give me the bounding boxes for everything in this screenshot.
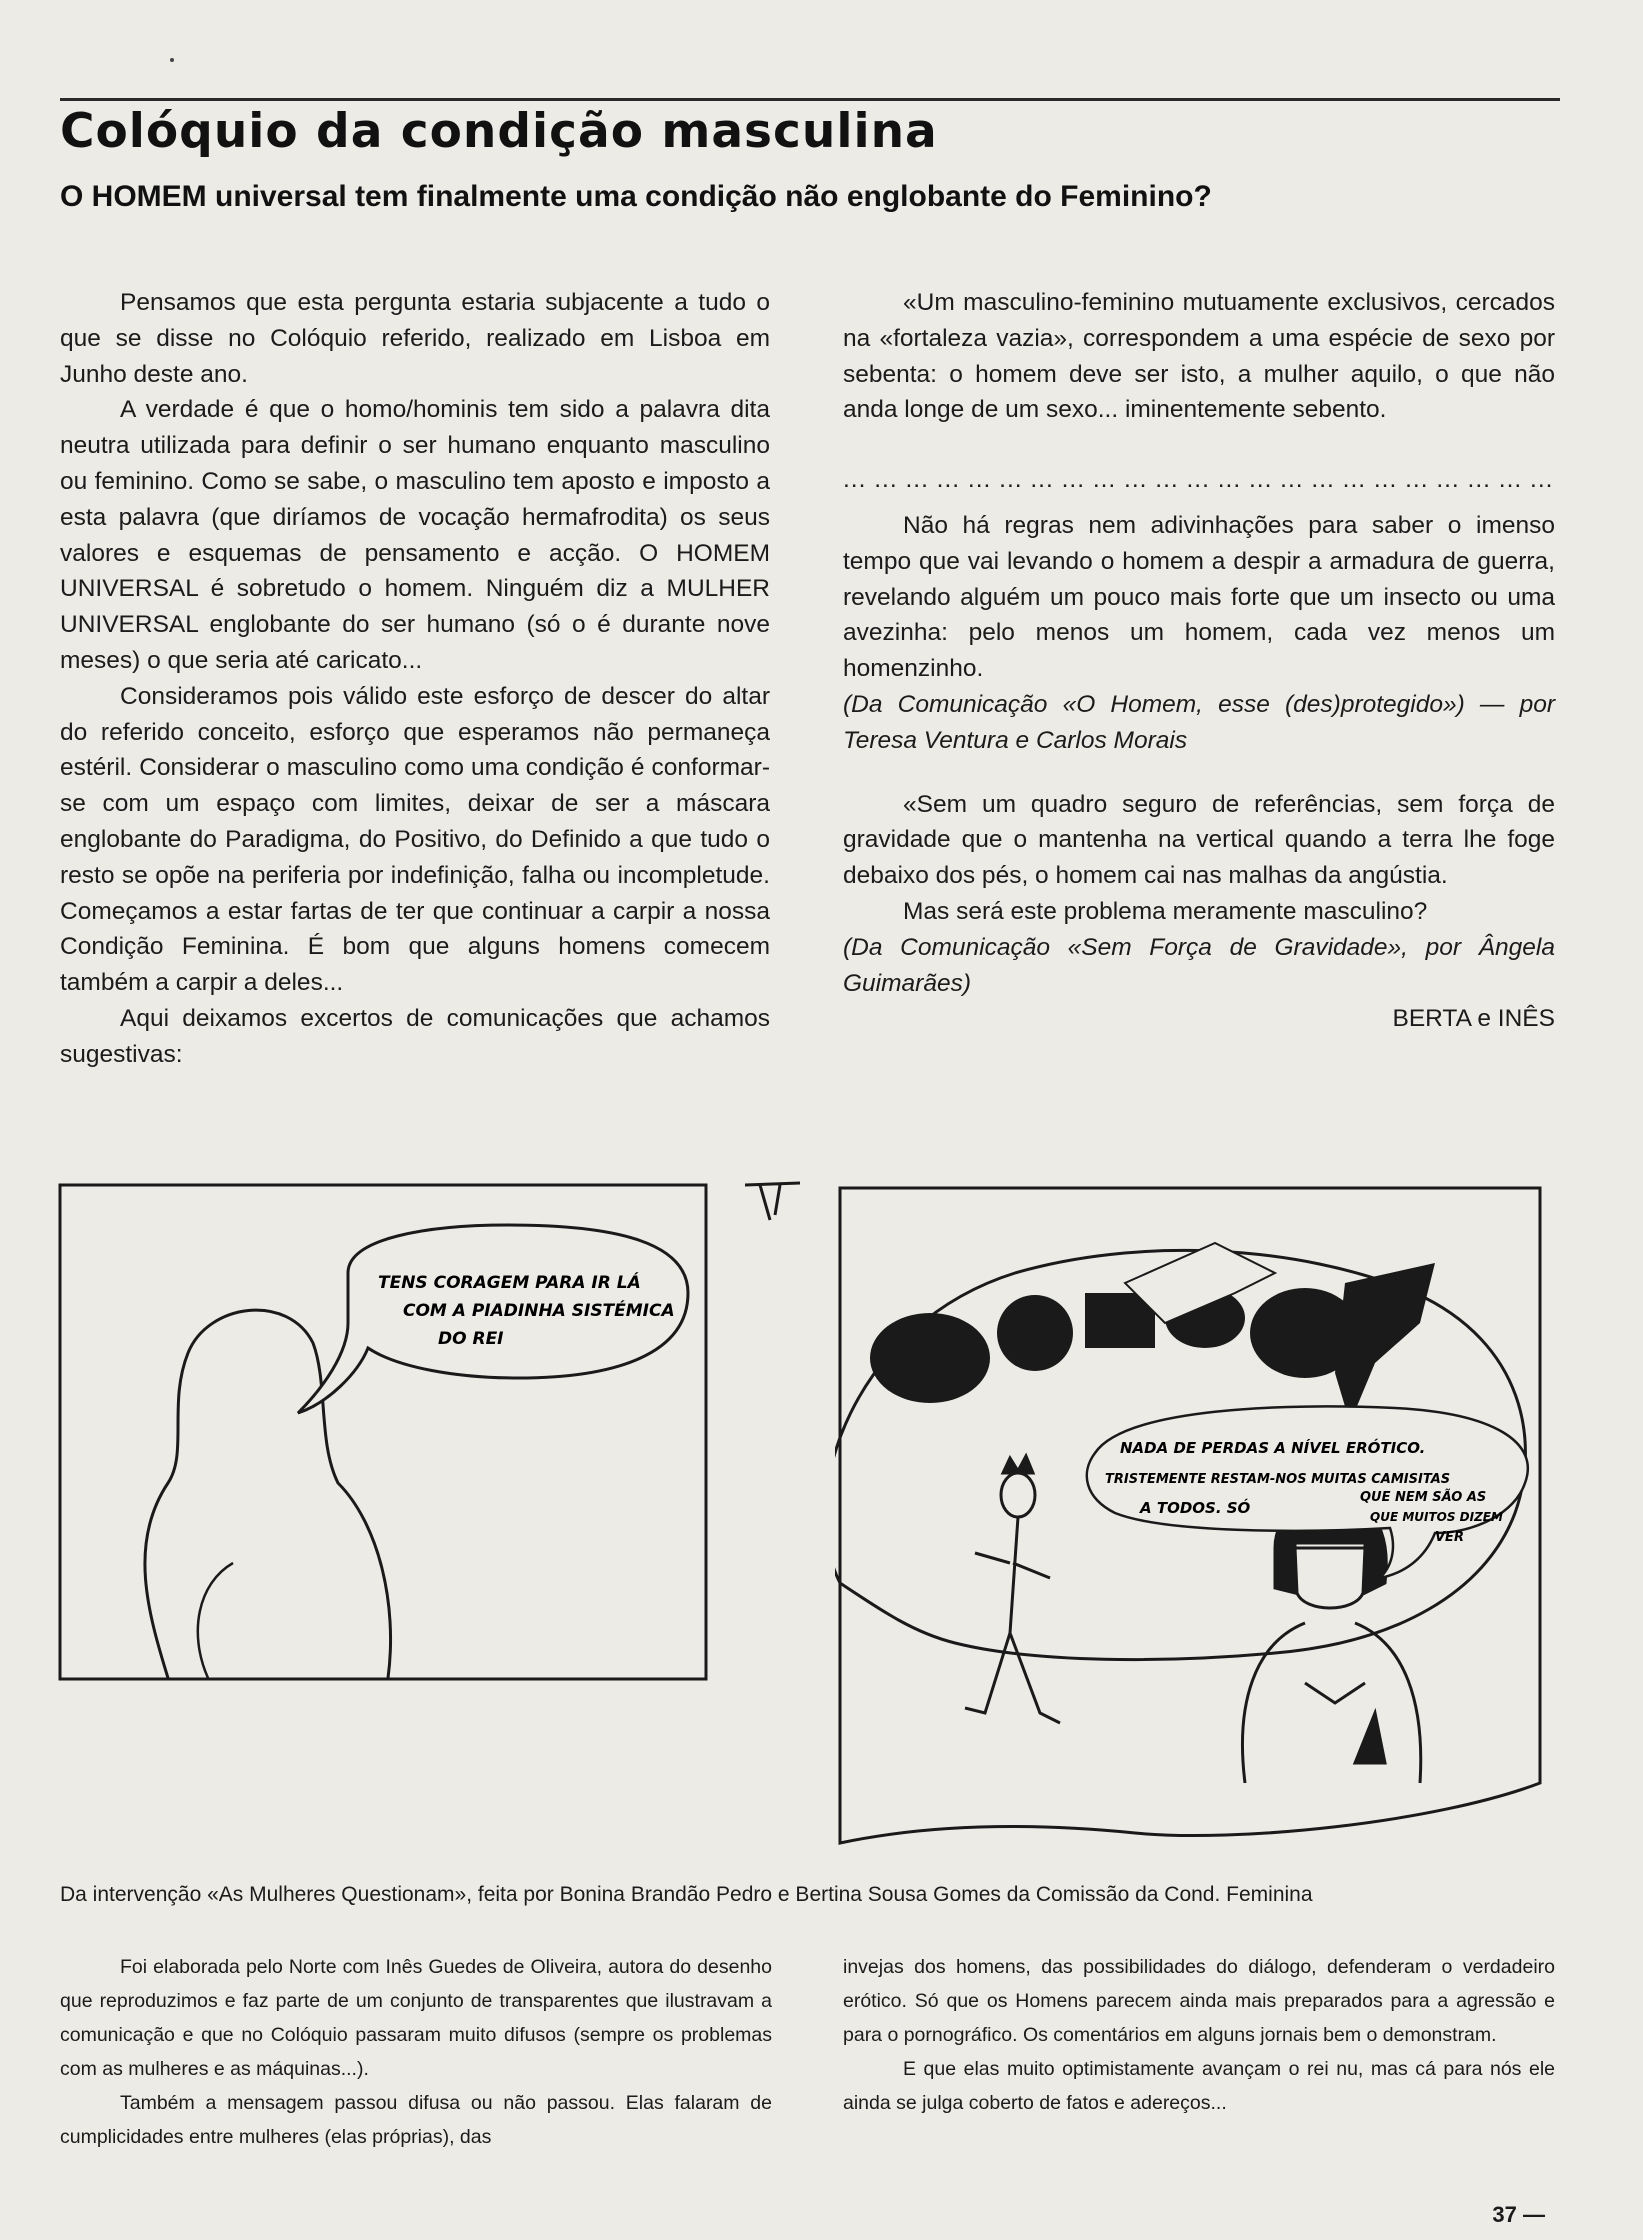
article-title: Colóquio da condição masculina: [60, 104, 938, 159]
signature: BERTA e INÊS: [1392, 1005, 1555, 1033]
left-paragraph-2: A verdade é que o homo/hominis tem sido a palavra dita neutra utilizada para definir o ser humano enquanto masculino ou feminino. Como se sabe, o masculino tem aposto e imposto a esta palavra (que diríamos de vocação hermafrodita) os seus valores e esquemas de pensamento e acção. O HOMEM UNIVERSAL é sobretudo o homem. Ninguém diz a MULHER UNIVERSAL englobante do ser humano (só o é durante nove meses) o que seria até caricato...: [60, 396, 770, 674]
right-cartoon-panel: [835, 1183, 1545, 1873]
bottom-left-paragraph-1: Foi elaborada pelo Norte com Inês Guedes de Oliveira, autora do desenho que reproduzimos e faz parte de um conjunto de transparentes que ilustravam a comunicação e que no Colóquio passaram muito difusos (sempre os problemas com as mulheres e as máquinas...).: [60, 1956, 772, 2080]
left-paragraph-1: Pensamos que esta pergunta estaria subjacente a tudo o que se disse no Colóquio referido, realizado em Lisboa em Junho deste ano.: [60, 289, 770, 388]
right-bubble-line-6: VER: [1435, 1530, 1464, 1545]
print-speck: [170, 58, 174, 62]
right-column: [843, 285, 1555, 1037]
bottom-left-column: [60, 1950, 772, 2154]
left-paragraph-3: Consideramos pois válido este esforço de descer do altar do referido conceito, esforço que esperamos não permaneça estéril. Considerar o masculino como uma condição é conformar-se com um espaço com limites, deixar de ser a máscara englobante do Paradigma, do Positivo, do Definido a que tudo o resto se opõe na periferia por indefinição, falha ou incompletude. Começamos a estar fartas de ter que continuar a carpir a nossa Condição Feminina. É bom que alguns homens comecem também a carpir a deles...: [60, 682, 770, 997]
bottom-right-paragraph-1: invejas dos homens, das possibilidades do diálogo, defenderam o verdadeiro erótico. Só que os Homens parecem ainda mais preparados para a agressão e para o pornográfico. Os comentários em alguns jornais bem o demonstram.: [843, 1956, 1555, 2046]
right-bubble-line-3: A TODOS. SÓ: [1140, 1499, 1251, 1517]
left-bubble-line-2: COM A PIADINHA SISTÉMICA: [403, 1301, 675, 1321]
right-bubble-line-5: QUE MUITOS DIZEM: [1370, 1510, 1503, 1524]
quote-fortaleza: «Um masculino-feminino mutuamente exclusivos, cercados na «fortaleza vazia», correspondem a uma espécie de sexo por sebenta: o homem deve ser isto, a mulher aquilo, o que não anda longe de um sexo... iminentemente sebento.: [843, 289, 1555, 424]
quote-armadura: Não há regras nem adivinhações para saber o imenso tempo que vai levando o homem a despir a armadura de guerra, revelando alguém um pouco mais forte que um insecto ou uma avezinha: pelo menos um homem, cada vez menos um homenzinho.: [843, 511, 1555, 683]
bottom-right-column: [843, 1950, 1555, 2120]
left-column: [60, 285, 770, 1073]
bottom-left-paragraph-2: Também a mensagem passou difusa ou não passou. Elas falaram de cumplicidades entre mulheres (elas próprias), das: [60, 2092, 772, 2148]
page-number: 37 —: [1492, 2202, 1545, 2227]
left-bubble-line-3: DO REI: [438, 1329, 504, 1349]
citation-ventura-morais: (Da Comunicação «O Homem, esse (des)protegido») — por Teresa Ventura e Carlos Morais: [843, 690, 1555, 754]
ellipsis-separator: ... ... ... ... ... ... ... ... ... ... ... ... ... ... ... ... ... ... ... ... ... ... ...: [843, 466, 1554, 494]
right-bubble-line-1: NADA DE PERDAS A NÍVEL ERÓTICO.: [1120, 1439, 1426, 1457]
ink-mark: [740, 1175, 810, 1235]
king-figure: [965, 1456, 1060, 1723]
header-rule: [60, 98, 1560, 101]
left-cartoon-panel: [58, 1183, 708, 1683]
bottom-right-paragraph-2: E que elas muito optimistamente avançam o rei nu, mas cá para nós ele ainda se julga coberto de fatos e adereços...: [843, 2058, 1555, 2114]
article-subtitle: O HOMEM universal tem finalmente uma condição não englobante do Feminino?: [60, 180, 1212, 213]
citation-guimaraes: (Da Comunicação «Sem Força de Gravidade», por Ângela Guimarães): [843, 933, 1555, 997]
cartoon-caption: Da intervenção «As Mulheres Questionam», feita por Bonina Brandão Pedro e Bertina Sousa Gomes da Comissão da Cond. Feminina: [60, 1883, 1313, 1906]
quote-question: Mas será este problema meramente masculino?: [903, 897, 1428, 925]
left-paragraph-4: Aqui deixamos excertos de comunicações que achamos sugestivas:: [60, 1004, 770, 1068]
quote-gravidade: «Sem um quadro seguro de referências, sem força de gravidade que o mantenha na vertical quando a terra lhe foge debaixo dos pés, o homem cai nas malhas da angústia.: [843, 790, 1555, 890]
left-bubble-line-1: TENS CORAGEM PARA IR LÁ: [378, 1273, 641, 1293]
right-bubble-line-4: QUE NEM SÃO AS: [1360, 1490, 1487, 1505]
right-bubble-line-2: TRISTEMENTE RESTAM-NOS MUITAS CAMISITAS: [1105, 1472, 1451, 1487]
